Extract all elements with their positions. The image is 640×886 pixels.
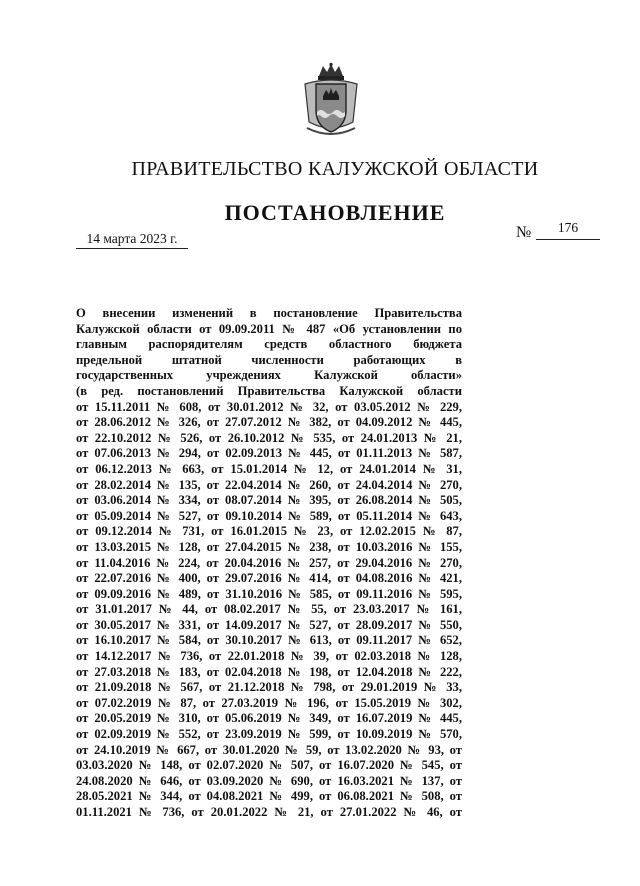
coat-of-arms-icon	[299, 62, 363, 140]
text-line: главным распорядителям средств областного бюджета	[76, 337, 462, 352]
text-line: от 02.09.2019 № 552, от 23.09.2019 № 599, от 10.09.2019 № 570,	[76, 727, 462, 742]
decree-number-block	[516, 220, 600, 242]
text-line: предельной штатной численности работающих в	[76, 352, 462, 367]
text-line: государственных учреждениях Калужской области»	[76, 368, 462, 383]
government-title: ПРАВИТЕЛЬСТВО КАЛУЖСКОЙ ОБЛАСТИ	[131, 158, 539, 180]
decree-number: 176	[536, 220, 600, 240]
document-type-title: ПОСТАНОВЛЕНИЕ	[224, 200, 446, 225]
text-line: от 30.05.2017 № 331, от 14.09.2017 № 527, от 28.09.2017 № 550,	[76, 617, 462, 632]
text-line: от 13.03.2015 № 128, от 27.04.2015 № 238, от 10.03.2016 № 155,	[76, 539, 462, 554]
text-line: от 07.06.2013 № 294, от 02.09.2013 № 445, от 01.11.2013 № 587,	[76, 446, 462, 461]
text-line: 01.11.2021 № 736, от 20.01.2022 № 21, от 27.01.2022 № 46, от	[76, 805, 462, 819]
text-line: от 16.10.2017 № 584, от 30.10.2017 № 613, от 09.11.2017 № 652,	[76, 633, 462, 648]
text-line: от 03.06.2014 № 334, от 08.07.2014 № 395, от 26.08.2014 № 505,	[76, 493, 462, 508]
decree-heading-text	[76, 306, 462, 821]
text-line: 03.03.2020 № 148, от 02.07.2020 № 507, от 16.07.2020 № 545, от	[76, 758, 462, 773]
text-line: О внесении изменений в постановление Правительства	[76, 306, 462, 320]
text-line: от 28.06.2012 № 326, от 27.07.2012 № 382, от 04.09.2012 № 445,	[76, 415, 462, 430]
text-line: от 31.01.2017 № 44, от 08.02.2017 № 55, от 23.03.2017 № 161,	[76, 602, 462, 617]
text-line: от 27.03.2018 № 183, от 02.04.2018 № 198, от 12.04.2018 № 222,	[76, 664, 462, 679]
text-line: от 22.10.2012 № 526, от 26.10.2012 № 535, от 24.01.2013 № 21,	[76, 430, 462, 445]
text-line: от 05.09.2014 № 527, от 09.10.2014 № 589, от 05.11.2014 № 643,	[76, 508, 462, 523]
text-line: от 09.09.2016 № 489, от 31.10.2016 № 585, от 09.11.2016 № 595,	[76, 586, 462, 601]
text-line: от 09.12.2014 № 731, от 16.01.2015 № 23, от 12.02.2015 № 87,	[76, 524, 462, 539]
text-line: от 06.12.2013 № 663, от 15.01.2014 № 12, от 24.01.2014 № 31,	[76, 461, 462, 476]
text-line: от 21.09.2018 № 567, от 21.12.2018 № 798, от 29.01.2019 № 33,	[76, 680, 462, 695]
decree-date: 14 марта 2023 г.	[76, 230, 188, 249]
text-line: от 20.05.2019 № 310, от 05.06.2019 № 349, от 16.07.2019 № 445,	[76, 711, 462, 726]
text-line: от 15.11.2011 № 608, от 30.01.2012 № 32, от 03.05.2012 № 229,	[76, 399, 462, 414]
text-line: Калужской области от 09.09.2011 № 487 «Об установлении по	[76, 321, 462, 336]
text-line: от 11.04.2016 № 224, от 20.04.2016 № 257, от 29.04.2016 № 270,	[76, 555, 462, 570]
text-line: 28.05.2021 № 344, от 04.08.2021 № 499, от 06.08.2021 № 508, от	[76, 789, 462, 804]
text-line: от 07.02.2019 № 87, от 27.03.2019 № 196, от 15.05.2019 № 302,	[76, 695, 462, 710]
text-line: от 14.12.2017 № 736, от 22.01.2018 № 39, от 02.03.2018 № 128,	[76, 649, 462, 664]
text-line: 24.08.2020 № 646, от 03.09.2020 № 690, от 16.03.2021 № 137, от	[76, 773, 462, 788]
text-line: от 28.02.2014 № 135, от 22.04.2014 № 260, от 24.04.2014 № 270,	[76, 477, 462, 492]
text-line: от 24.10.2019 № 667, от 30.01.2020 № 59, от 13.02.2020 № 93, от	[76, 742, 462, 757]
text-line: от 22.07.2016 № 400, от 29.07.2016 № 414, от 04.08.2016 № 421,	[76, 571, 462, 586]
text-line: (в ред. постановлений Правительства Калужской области	[76, 383, 462, 398]
number-sign: №	[516, 224, 532, 241]
